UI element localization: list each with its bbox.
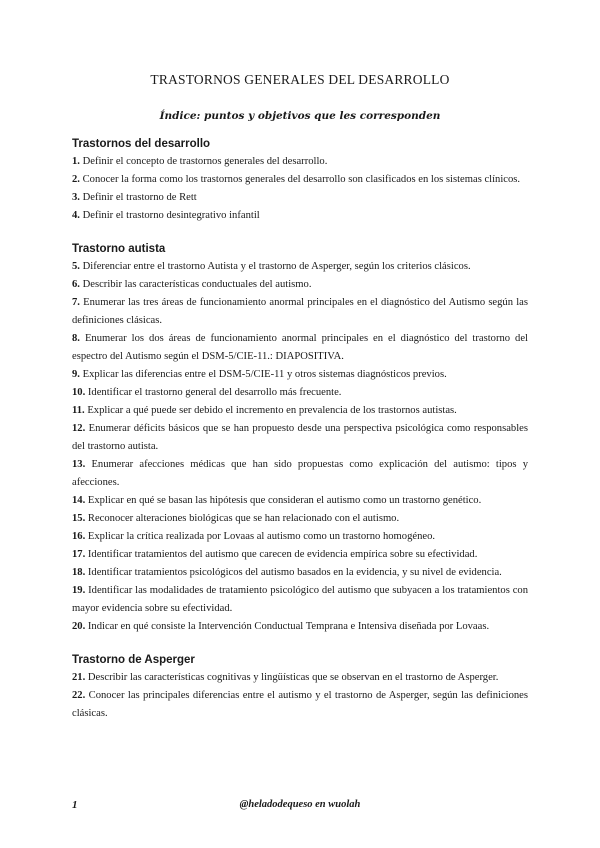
list-item <box>72 258 528 276</box>
document-subtitle: Índice: puntos y objetivos que les corresponden <box>159 110 441 122</box>
item-number: 18. <box>72 567 86 578</box>
item-text: Conocer las principales diferencias entre el autismo y el trastorno de Asperger, según las definiciones clásicas. <box>72 690 529 719</box>
item-text: Enumerar las tres áreas de funcionamiento anormal principales en el diagnóstico del Autismo según las definiciones clásicas. <box>72 297 528 326</box>
item-text: Identificar tratamientos psicológicos del autismo basados en la evidencia, y su nivel de evidencia. <box>87 567 502 578</box>
document-title: TRASTORNOS GENERALES DEL DESARROLLO <box>150 72 450 87</box>
list-item <box>72 582 528 618</box>
section-heading: Trastornos del desarrollo <box>72 138 211 150</box>
list-item <box>72 669 528 687</box>
list-item <box>72 402 528 420</box>
item-number: 15. <box>72 513 86 524</box>
item-number: 20. <box>72 621 86 632</box>
item-text: Diferenciar entre el trastorno Autista y el trastorno de Asperger, según los criterios clásicos. <box>82 261 471 272</box>
item-text: Enumerar los dos áreas de funcionamiento anormal principales en el diagnóstico del trastorno del espectro del Autismo según el DSM-5/CIE-11.: DIAPOSITIVA. <box>72 333 528 362</box>
item-text: Explicar la crítica realizada por Lovaas al autismo como un trastorno homogéneo. <box>87 531 436 542</box>
item-number: 16. <box>72 531 86 542</box>
item-text: Definir el trastorno desintegrativo infantil <box>82 210 260 221</box>
item-text: Definir el trastorno de Rett <box>82 192 197 203</box>
section-trastorno-asperger <box>72 652 528 723</box>
item-number: 19. <box>72 585 86 596</box>
list-item <box>72 153 528 171</box>
section-heading: Trastorno de Asperger <box>72 654 195 666</box>
list-item <box>72 546 528 564</box>
list-item <box>72 687 528 723</box>
list-item <box>72 564 528 582</box>
item-text: Identificar el trastorno general del desarrollo más frecuente. <box>87 387 342 398</box>
list-item <box>72 384 528 402</box>
item-text: Enumerar afecciones médicas que han sido propuestas como explicación del autismo: tipos y afecciones. <box>72 459 528 488</box>
section-trastorno-autista <box>72 241 528 636</box>
list-item <box>72 618 528 636</box>
item-text: Reconocer alteraciones biológicas que se han relacionado con el autismo. <box>87 513 400 524</box>
item-text: Explicar en qué se basan las hipótesis que consideran el autismo como un trastorno genético. <box>87 495 482 506</box>
footer-credit: @heladodequeso en wuolah <box>239 799 361 810</box>
item-number: 4. <box>72 210 80 221</box>
item-number: 14. <box>72 495 86 506</box>
item-number: 22. <box>72 690 86 701</box>
item-text: Definir el concepto de trastornos generales del desarrollo. <box>82 156 328 167</box>
list-item <box>72 456 528 492</box>
list-item <box>72 171 528 189</box>
list-item <box>72 528 528 546</box>
item-text: Explicar las diferencias entre el DSM-5/CIE-11 y otros sistemas diagnósticos previos. <box>82 369 447 380</box>
item-number: 9. <box>72 369 80 380</box>
document-content <box>72 136 528 723</box>
list-item <box>72 294 528 330</box>
item-number: 7. <box>72 297 80 308</box>
item-number: 2. <box>72 174 80 185</box>
item-number: 1. <box>72 156 80 167</box>
item-text: Indicar en qué consiste la Intervención Conductual Temprana e Intensiva diseñada por Lovaas. <box>87 621 490 632</box>
item-number: 10. <box>72 387 86 398</box>
item-number: 6. <box>72 279 80 290</box>
item-number: 5. <box>72 261 80 272</box>
item-number: 21. <box>72 672 86 683</box>
item-number: 3. <box>72 192 80 203</box>
item-number: 8. <box>72 333 80 344</box>
item-text: Identificar tratamientos del autismo que carecen de evidencia empírica sobre su efectividad. <box>87 549 478 560</box>
item-text: Explicar a qué puede ser debido el incremento en prevalencia de los trastornos autistas. <box>87 405 457 416</box>
list-item <box>72 420 528 456</box>
list-item <box>72 276 528 294</box>
item-text: Describir las características cognitivas y lingüísticas que se observan en el trastorno de Asperger. <box>87 672 499 683</box>
item-number: 12. <box>72 423 86 434</box>
item-text: Identificar las modalidades de tratamiento psicológico del autismo que subyacen a los tratamientos con mayor evidencia sobre su efectividad. <box>72 585 529 614</box>
list-item <box>72 330 528 366</box>
list-item <box>72 207 528 225</box>
page-number: 1 <box>72 799 78 811</box>
list-item <box>72 510 528 528</box>
item-number: 11. <box>72 405 85 416</box>
item-number: 17. <box>72 549 86 560</box>
list-item <box>72 366 528 384</box>
list-item <box>72 189 528 207</box>
item-text: Describir las características conductuales del autismo. <box>82 279 312 290</box>
item-text: Conocer la forma como los trastornos generales del desarrollo son clasificados en los sistemas clínicos. <box>82 174 521 185</box>
section-heading: Trastorno autista <box>72 243 166 255</box>
item-text: Enumerar déficits básicos que se han propuesto desde una perspectiva psicológica como responsables del trastorno autista. <box>72 423 528 452</box>
section-trastornos-desarrollo <box>72 136 528 225</box>
list-item <box>72 492 528 510</box>
item-number: 13. <box>72 459 86 470</box>
